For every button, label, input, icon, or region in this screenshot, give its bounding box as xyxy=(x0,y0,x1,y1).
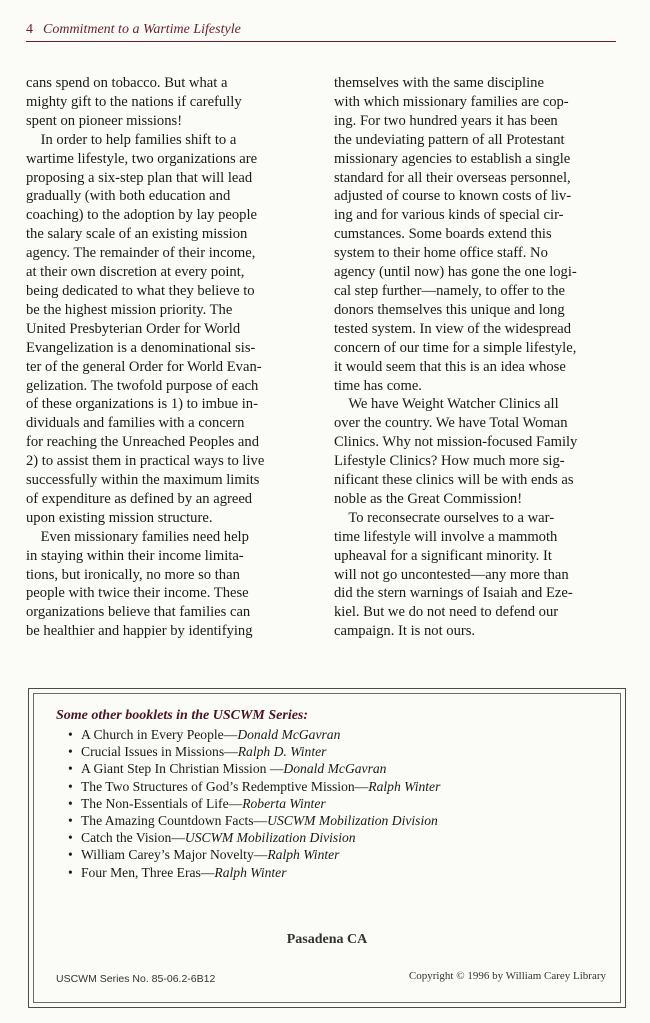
booklet-dash: — xyxy=(200,864,215,880)
text-line: We have Weight Watcher Clinics all xyxy=(334,396,559,413)
booklet-title: Catch the Vision xyxy=(81,830,172,846)
booklet-list-box xyxy=(28,688,626,1008)
text-line: cal step further—namely, to offer to the xyxy=(334,282,565,299)
booklet-author: Donald McGavran xyxy=(283,761,387,777)
page-number: 4 xyxy=(26,22,33,37)
booklet-item xyxy=(68,760,440,777)
text-line: it would seem that this is an idea whose xyxy=(334,358,566,375)
bullet-icon: • xyxy=(68,813,73,829)
left-text-column xyxy=(26,74,310,641)
booklet-title: The Non-Essentials of Life xyxy=(81,795,229,811)
text-line: wartime lifestyle, two organizations are xyxy=(26,150,258,167)
text-line: organizations believe that families can xyxy=(26,604,251,621)
text-line: dividuals and families with a concern xyxy=(26,415,245,432)
text-line: gelization. The twofold purpose of each xyxy=(26,377,259,394)
text-line: nificant these clinics will be with ends as xyxy=(334,472,574,489)
booklet-author: Ralph Winter xyxy=(368,778,441,794)
booklet-item xyxy=(68,743,440,760)
booklet-title: A Church in Every People xyxy=(81,727,224,742)
series-number: USCWM Series No. 85-06.2-6B12 xyxy=(56,973,216,985)
text-line: with which missionary families are cop- xyxy=(334,93,569,110)
text-line: agency (until now) has gone the one logi- xyxy=(334,264,577,281)
running-header xyxy=(26,22,616,42)
text-line: people with twice their income. These xyxy=(26,585,249,602)
copyright-notice: Copyright © 1996 by William Carey Library xyxy=(408,970,606,982)
booklet-item xyxy=(68,846,440,863)
booklet-box-inner-border xyxy=(33,693,621,1003)
booklet-list xyxy=(68,726,440,881)
text-line: themselves with the same discipline xyxy=(334,75,544,91)
bullet-icon: • xyxy=(68,847,73,863)
text-line: in staying within their income limita- xyxy=(26,547,244,564)
booklet-author: Ralph Winter xyxy=(214,864,287,880)
booklet-title: The Two Structures of God’s Redemptive Mission xyxy=(81,778,355,794)
booklet-item xyxy=(68,812,440,829)
text-line: missionary agencies to establish a single xyxy=(334,150,571,167)
bullet-icon: • xyxy=(68,830,73,846)
text-line: Lifestyle Clinics? How much more sig- xyxy=(334,453,565,470)
text-line: at their own discretion at every point, xyxy=(26,264,245,281)
text-line: the salary scale of an existing mission xyxy=(26,226,248,243)
text-line: be healthier and happier by identifying xyxy=(26,623,253,640)
text-line: successfully within the maximum limits xyxy=(26,472,260,489)
booklet-dash: — xyxy=(354,778,369,794)
booklet-item xyxy=(68,829,440,846)
booklet-author: Ralph Winter xyxy=(267,847,340,863)
text-line: time lifestyle will involve a mammoth xyxy=(334,528,558,545)
bullet-icon: • xyxy=(68,761,73,777)
booklet-dash: — xyxy=(253,813,268,829)
text-line: donors themselves this unique and long xyxy=(334,301,565,318)
booklet-item xyxy=(68,795,440,812)
booklet-dash: — xyxy=(224,744,238,760)
booklet-author: Roberta Winter xyxy=(242,795,326,811)
text-line: Evangelization is a denominational sis- xyxy=(26,339,256,356)
text-line: gradually (with both education and xyxy=(26,188,231,205)
text-line: tions, but ironically, no more so than xyxy=(26,566,240,583)
running-title: Commitment to a Wartime Lifestyle xyxy=(43,22,241,37)
text-line: In order to help families shift to a xyxy=(26,131,237,148)
text-line: kiel. But we do not need to defend our xyxy=(334,604,559,621)
bullet-icon: • xyxy=(68,744,73,760)
booklet-dash: — xyxy=(223,727,238,742)
text-line: campaign. It is not ours. xyxy=(334,623,476,640)
text-line: 2) to assist them in practical ways to live xyxy=(26,453,265,470)
text-line: upon existing mission structure. xyxy=(26,509,213,526)
text-line: adjusted of course to known costs of liv- xyxy=(334,188,572,205)
text-line: United Presbyterian Order for World xyxy=(26,320,241,337)
text-line: system to their home office staff. No xyxy=(334,245,548,262)
text-line: for reaching the Unreached Peoples and xyxy=(26,434,259,451)
text-line: tested system. In view of the widespread xyxy=(334,320,572,337)
booklet-title: The Amazing Countdown Facts xyxy=(81,813,254,829)
bullet-icon: • xyxy=(68,795,73,811)
booklet-dash: — xyxy=(228,795,243,811)
booklet-title: William Carey’s Major Novelty xyxy=(81,847,254,863)
booklet-title: Four Men, Three Eras xyxy=(81,864,201,880)
text-line: standard for all their overseas personnel, xyxy=(334,169,571,186)
booklet-author: USCWM Mobilization Division xyxy=(267,813,438,829)
text-line: will not go uncontested—any more than xyxy=(334,566,569,583)
bullet-icon: • xyxy=(68,864,73,880)
text-line: agency. The remainder of their income, xyxy=(26,245,256,262)
text-line: noble as the Great Commission! xyxy=(334,490,523,507)
booklet-title: A Giant Step In Christian Mission xyxy=(81,761,270,777)
text-line: Clinics. Why not mission-focused Family xyxy=(334,434,578,451)
booklet-title: Crucial Issues in Missions xyxy=(81,744,225,760)
text-line: being dedicated to what they believe to xyxy=(26,282,255,299)
right-text-column xyxy=(334,74,620,641)
text-line: coaching) to the adoption by lay people xyxy=(26,207,257,224)
booklet-item xyxy=(68,726,440,743)
text-line: ing. For two hundred years it has been xyxy=(334,112,558,129)
booklet-item xyxy=(68,864,440,881)
text-line: be the highest mission priority. The xyxy=(26,301,233,318)
text-line: To reconsecrate ourselves to a war- xyxy=(334,509,555,526)
text-line: cumstances. Some boards extend this xyxy=(334,226,552,243)
booklet-author: USCWM Mobilization Division xyxy=(184,830,356,846)
text-line: ter of the general Order for World Evan- xyxy=(26,358,262,375)
text-line: time has come. xyxy=(334,377,422,394)
text-line: proposing a six-step plan that will lead xyxy=(26,169,253,186)
text-line: spent on pioneer missions! xyxy=(26,112,183,129)
text-line: cans spend on tobacco. But what a xyxy=(26,75,228,91)
text-line: Even missionary families need help xyxy=(26,528,249,545)
text-line: did the stern warnings of Isaiah and Eze- xyxy=(334,585,573,602)
booklet-box-title: Some other booklets in the USCWM Series: xyxy=(56,708,309,723)
booklet-dash: — xyxy=(269,761,284,777)
booklet-author: Ralph D. Winter xyxy=(237,744,327,760)
text-line: ing and for various kinds of special cir- xyxy=(334,207,564,224)
bullet-icon: • xyxy=(68,778,73,794)
text-line: concern of our time for a simple lifestyle, xyxy=(334,339,577,356)
booklet-author: Donald McGavran xyxy=(237,727,341,742)
booklet-item xyxy=(68,778,440,795)
bullet-icon: • xyxy=(68,727,73,742)
text-line: the undeviating pattern of all Protestant xyxy=(334,131,565,148)
text-line: upheaval for a significant minority. It xyxy=(334,547,552,564)
booklet-dash: — xyxy=(253,847,268,863)
publisher-city: Pasadena CA xyxy=(286,932,368,947)
text-line: mighty gift to the nations if carefully xyxy=(26,93,242,110)
text-line: over the country. We have Total Woman xyxy=(334,415,568,432)
booklet-dash: — xyxy=(171,830,185,846)
text-line: of expenditure as defined by an agreed xyxy=(26,490,253,507)
text-line: of these organizations is 1) to imbue in- xyxy=(26,396,258,413)
